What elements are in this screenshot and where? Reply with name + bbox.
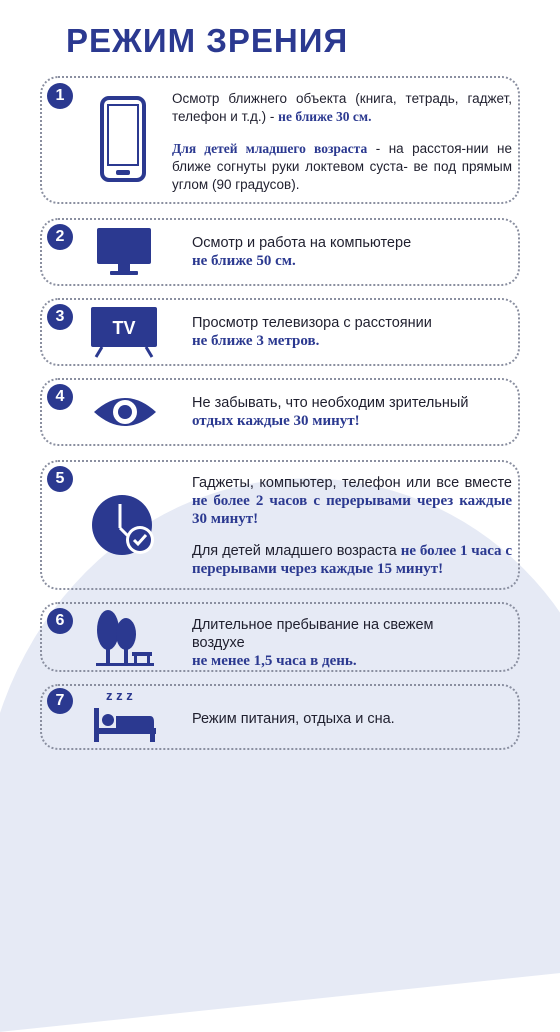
card-1-p2-text: - на расстоя-нии не ближе согнуты руки локтевом суста- ве под прямым углом (90 градусов). [172,141,512,192]
tv-icon [90,306,158,363]
card-3-bold: не ближе 3 метров. [192,333,320,349]
card-5-p2-bold: не более 1 часа с перерывами через каждые 15 минут! [192,543,512,577]
page-title: РЕЖИМ ЗРЕНИЯ [66,22,349,59]
card-5-text [192,474,512,578]
card-6-bold: не менее 1,5 часа в день. [192,653,357,669]
card-7-text [192,710,512,728]
card-3-text [192,314,512,350]
card-4-text [192,394,512,430]
card-2-bold: не ближе 50 см. [192,253,296,269]
card-7-line: Режим питания, отдыха и сна. [192,711,395,727]
card-5-p1-bold: не более 2 часов с перерывами через каждые 30 минут! [192,493,512,527]
card-6-line: Длительное пребывание на свежем воздухе [192,617,434,651]
monitor-icon [96,227,152,282]
card-4-bold: отдых каждые 30 минут! [192,413,360,429]
number-badge-2: 2 [47,224,73,250]
card-2-text [192,234,512,270]
number-badge-4: 4 [47,384,73,410]
number-badge-5: 5 [47,466,73,492]
sleep-bed-icon [92,686,158,751]
number-badge-1: 1 [47,83,73,109]
number-badge-7: 7 [47,688,73,714]
card-5-p2-text: Для детей младшего возраста [192,543,397,559]
trees-bench-icon [94,606,156,673]
card-6-text [192,616,482,670]
clock-check-icon [90,494,160,565]
card-2-line: Осмотр и работа на компьютере [192,235,412,251]
eye-icon [92,392,158,437]
card-1-p2-bold: Для детей младшего возраста [172,141,368,156]
card-3-line: Просмотр телевизора с расстоянии [192,315,432,331]
number-badge-6: 6 [47,608,73,634]
card-1-text [172,90,512,194]
smartphone-icon [100,96,146,187]
card-1-p1-text: Осмотр ближнего объекта (книга, тетрадь, гаджет, телефон и т.д.) - [172,91,512,124]
card-4-line: Не забывать, что необходим зрительный [192,395,469,411]
card-1-p1-bold: не ближе 30 см. [278,109,372,124]
card-5-p1-text: Гаджеты, компьютер, телефон или все вместе [192,475,512,491]
number-badge-3: 3 [47,304,73,330]
sleep-label: z z z [106,688,133,703]
tv-label: TV [112,318,136,338]
